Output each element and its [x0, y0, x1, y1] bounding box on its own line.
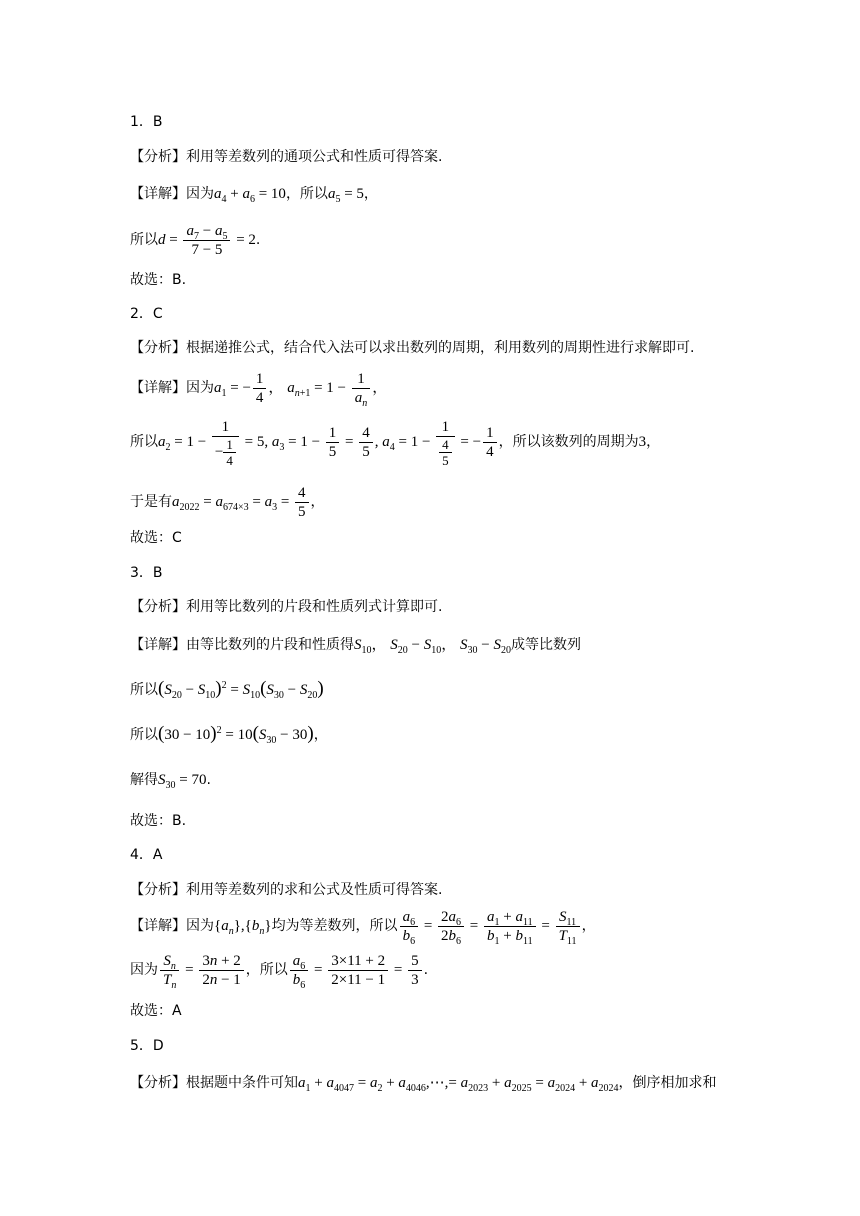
given-4: [130, 952, 429, 992]
thus-2-end: ，: [310, 494, 325, 510]
detail-1-prefix: 【详解】因为: [130, 186, 214, 202]
step-2-eq: $a_2 = 1$ − 1 − $\frac{1}{4}$ = 5, $a_3 = 1$ − $\frac{1}{5}$ = $\frac{4}{5}$ , $a_4 = 1$ − $\frac{1}{\frac{4}{5}}$ = − $\frac{1}{4}$: [158, 434, 499, 450]
detail-4: [130, 908, 596, 948]
analysis-5-eq: $a_1 + a_{4047} = a_2$ + $a_{4046},\cdots,= a_{2023} + a_{2025} = a_{2024} + a_{2024}$: [298, 1075, 619, 1094]
detail-1-eq2: $a_5 = 5$: [327, 186, 364, 205]
step-2: [130, 412, 660, 472]
step-3a: [130, 679, 324, 700]
given-4-eq2: $\frac{a_6}{b_6}$ = $\frac{3\times 11 + 2}{2\times 11 - 1}$ = $\frac{5}{3}$: [288, 962, 424, 978]
detail-2: [130, 370, 388, 410]
step-3a-eq: $(S_{20} - S_{10})^2 = S_{10}(S_{30} - S_{20})$: [158, 678, 324, 701]
solve-3-end: .: [206, 772, 211, 788]
analysis-5-prefix: 【分析】根据题中条件可知: [130, 1075, 298, 1091]
choice-2: 故选：C: [130, 530, 182, 546]
detail-1-mid: ，所以: [285, 186, 328, 202]
detail-3: [130, 635, 581, 655]
analysis-3: 【分析】利用等比数列的片段和性质列式计算即可.: [130, 599, 443, 615]
step-3b-prefix: 所以: [130, 727, 158, 743]
detail-3-prefix: 【详解】由等比数列的片段和性质得: [130, 637, 354, 653]
answer-3-heading: 3．B: [130, 565, 163, 581]
step-3b-eq: $(30 - 10)^2 = 10(S_{30} - 30)$: [158, 723, 314, 746]
step-1: [130, 222, 260, 259]
step-1-eq: d = $\frac{a_7 - a_5}{7 - 5}$ = 2: [158, 223, 256, 259]
thus-2: [130, 484, 325, 521]
answer-2-heading: 2．C: [130, 306, 163, 322]
choice-4: 故选：A: [130, 1003, 182, 1019]
answer-5-heading: 5．D: [130, 1038, 164, 1054]
given-4-mid: ，所以: [245, 962, 288, 978]
thus-2-eq: $a_{2022} = a_{674\times 3} = a_3$ = $\frac{4}{5}$: [172, 494, 311, 510]
step-3b-end: ，: [313, 727, 328, 743]
given-4-end: .: [423, 962, 429, 978]
step-1-end: .: [255, 232, 261, 248]
detail-4-sets: $\{a_n\},\{b_n\}$: [214, 918, 272, 937]
given-4-prefix: 因为: [130, 962, 158, 978]
solve-3: [130, 770, 211, 790]
step-2-end: ，: [646, 434, 661, 450]
answer-4-heading: 4．A: [130, 847, 163, 863]
solve-3-prefix: 解得: [130, 772, 158, 788]
detail-4-end: ，: [581, 918, 596, 934]
analysis-2: 【分析】根据递推公式，结合代入法可以求出数列的周期，利用数列的周期性进行求解即可.: [130, 340, 695, 356]
detail-4-mid: 均为等差数列，所以: [271, 918, 398, 934]
detail-1: [130, 184, 378, 204]
analysis-5-end: ，倒序相加求和: [618, 1075, 717, 1091]
detail-2-eq: $a_1$ = − $\frac{1}{4}$ ， $a_{n+1} = 1$ − $\frac{1}{a_n}$ ，: [214, 371, 388, 410]
detail-1-end: ，: [363, 186, 378, 202]
analysis-4: 【分析】利用等差数列的求和公式及性质可得答案.: [130, 882, 443, 898]
given-4-eq1: $\frac{S_n}{T_n}$ = $\frac{3n + 2}{2n - 1}$: [158, 962, 246, 978]
solve-3-eq: $S_{30} = 70$: [158, 772, 207, 791]
step-1-prefix: 所以: [130, 232, 158, 248]
analysis-1: 【分析】利用等差数列的通项公式和性质可得答案.: [130, 149, 443, 165]
choice-1: 故选：B.: [130, 272, 187, 288]
step-3b: [130, 724, 328, 745]
analysis-5: [130, 1073, 717, 1093]
detail-3-eq: $S_{10}$， $S_{20} - S_{10}$， $S_{30} - S_{20}$: [354, 637, 511, 656]
thus-2-prefix: 于是有: [130, 494, 172, 510]
detail-2-prefix: 【详解】因为: [130, 380, 214, 396]
detail-4-prefix: 【详解】因为: [130, 918, 214, 934]
detail-3-mid: 成等比数列: [510, 637, 581, 653]
period-value: 3: [638, 434, 647, 450]
answer-1-heading: 1．B: [130, 114, 163, 130]
choice-3: 故选：B.: [130, 813, 187, 829]
detail-4-eq: $\frac{a_6}{b_6}$ = $\frac{2a_6}{2b_6}$ = $\frac{a_1 + a_{11}}{b_1 + b_{11}}$ = $\frac{S_{11}}{T_{11}}$: [398, 918, 582, 934]
detail-1-eq1: $a_4 + a_6 = 10$: [214, 186, 286, 205]
step-3a-prefix: 所以: [130, 682, 158, 698]
step-2-mid: ，所以该数列的周期为: [498, 434, 639, 450]
step-2-prefix: 所以: [130, 434, 158, 450]
